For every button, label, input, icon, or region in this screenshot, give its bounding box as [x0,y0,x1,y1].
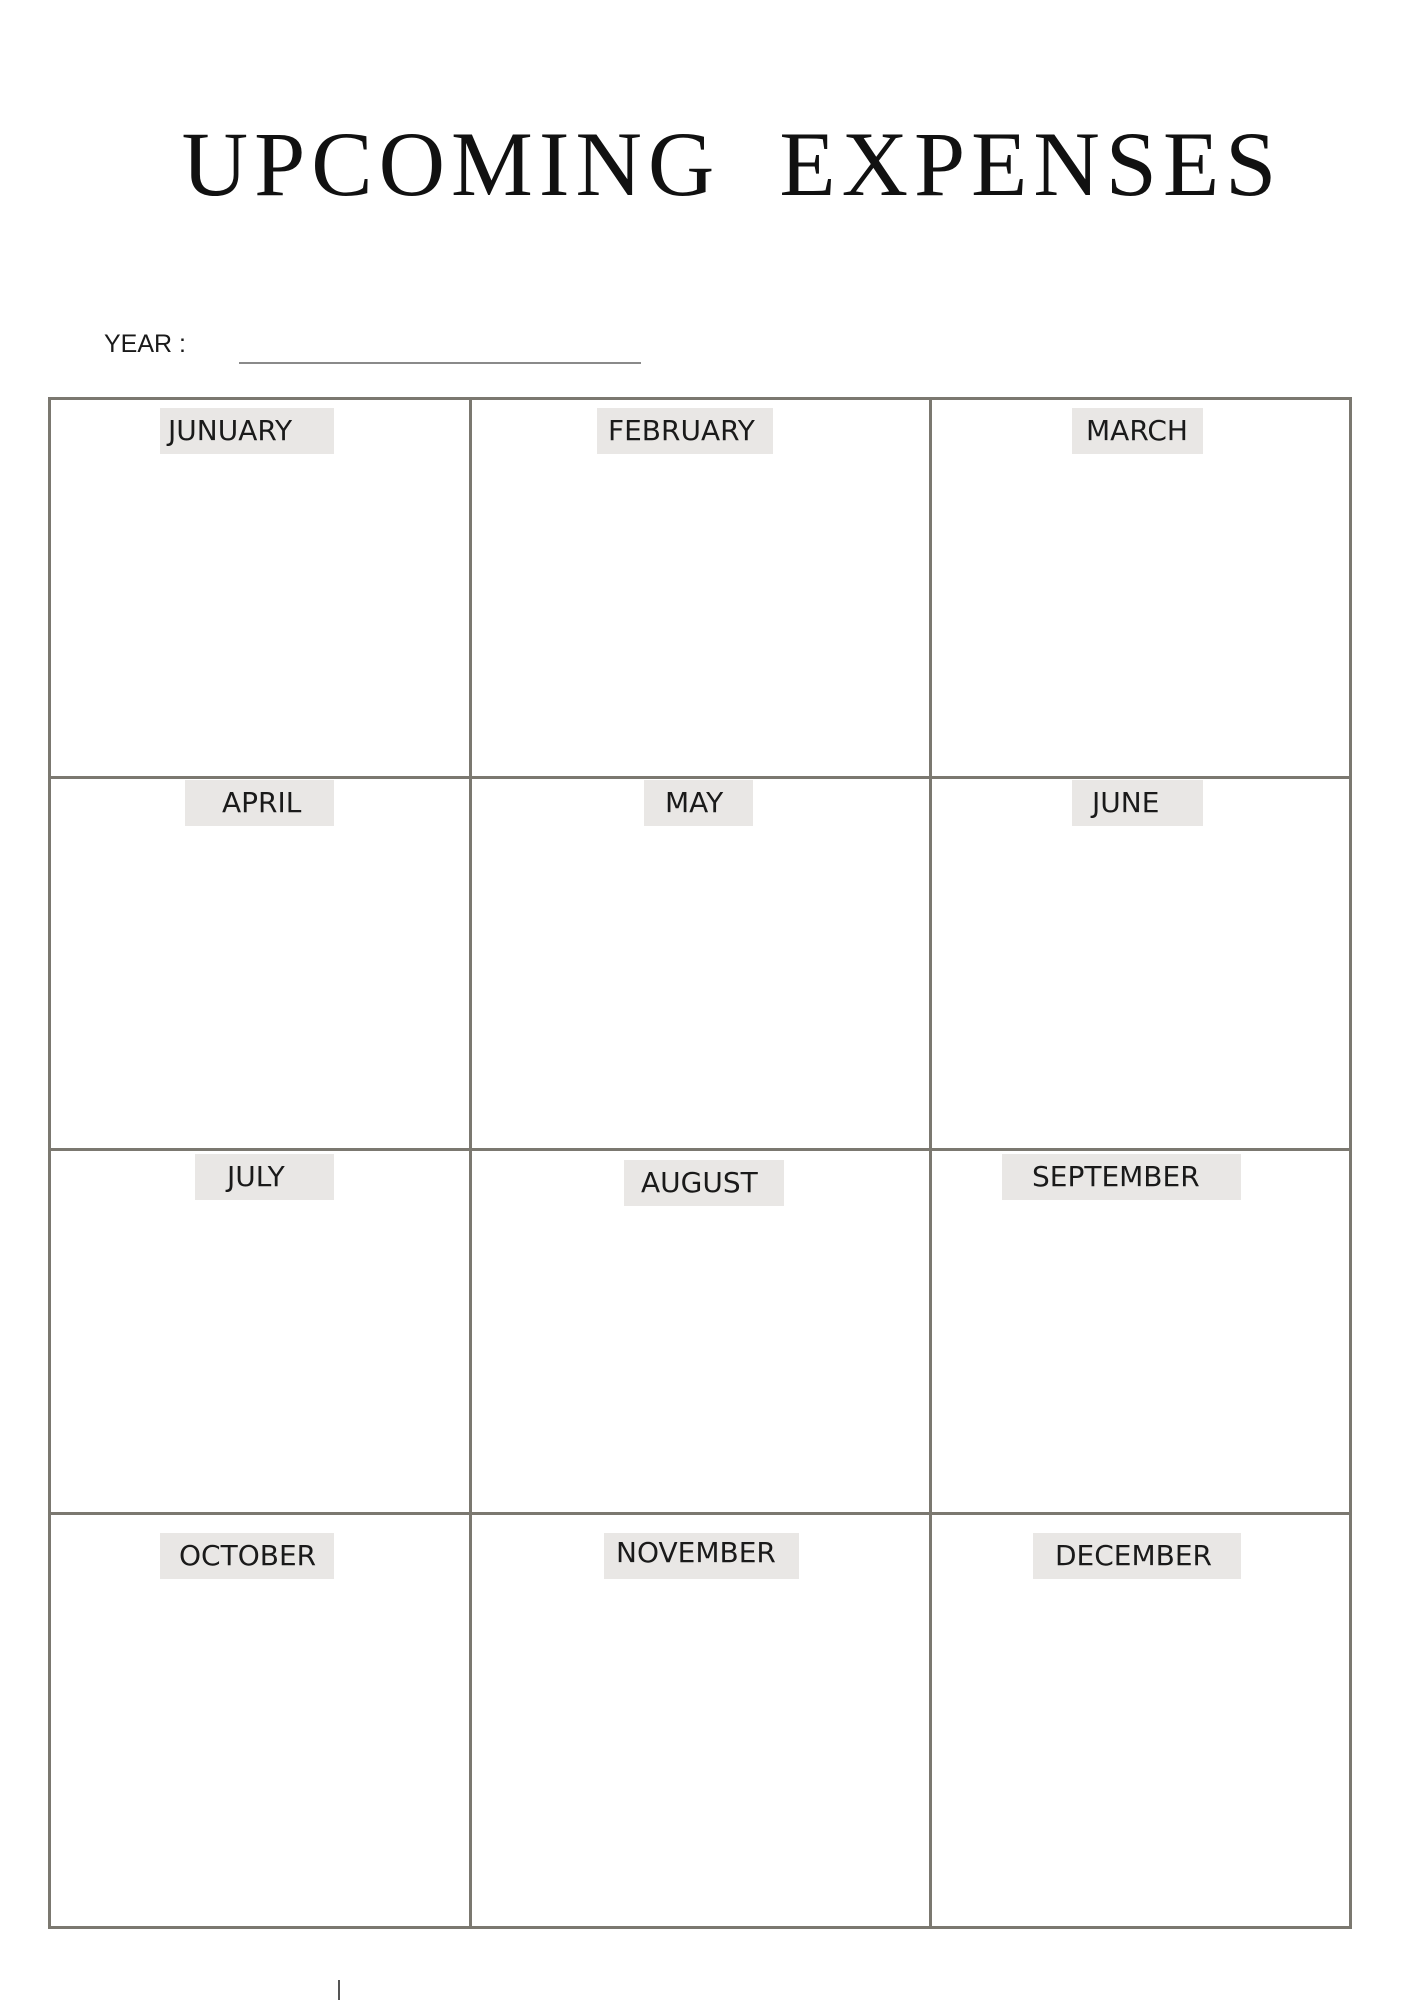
month-label-april: APRIL [185,780,334,826]
month-label-january: JUNUARY [160,408,334,454]
grid-divider-vertical-1 [469,397,472,1929]
grid-divider-horizontal-1 [48,776,1352,779]
year-input-line[interactable] [239,362,641,364]
month-label-november: NOVEMBER [604,1533,799,1579]
month-label-december: DECEMBER [1033,1533,1241,1579]
month-label-october: OCTOBER [160,1533,334,1579]
grid-divider-horizontal-2 [48,1148,1352,1151]
month-label-june: JUNE [1072,780,1203,826]
grid-divider-vertical-2 [929,397,932,1929]
month-label-august: AUGUST [624,1160,784,1206]
month-label-february: FEBRUARY [597,408,773,454]
year-label: YEAR : [104,330,186,358]
page-title: UPCOMING EXPENSES [181,113,1283,215]
month-label-july: JULY [195,1154,334,1200]
month-label-march: MARCH [1072,408,1203,454]
grid-divider-horizontal-3 [48,1512,1352,1515]
month-label-may: MAY [644,780,753,826]
month-label-september: SEPTEMBER [1002,1154,1241,1200]
bottom-edge-mark [338,1980,340,2000]
